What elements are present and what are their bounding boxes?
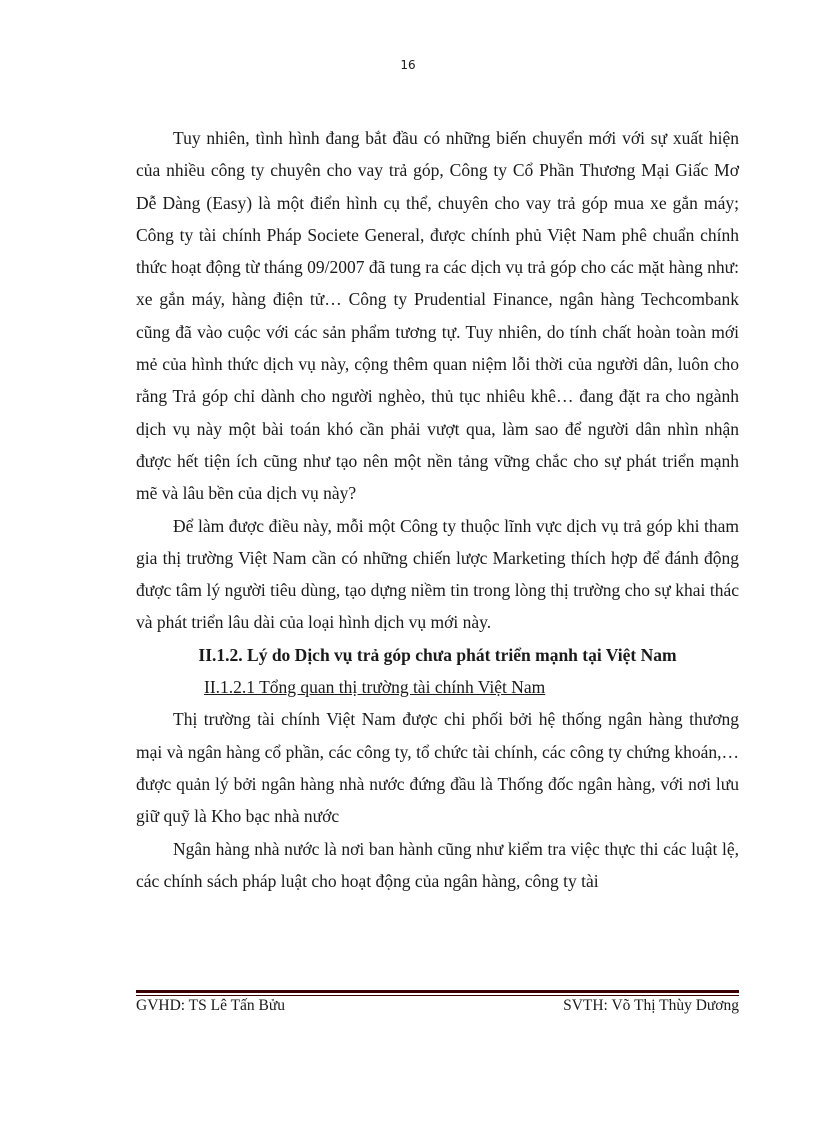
page-footer bbox=[136, 997, 739, 1015]
paragraph-1: Tuy nhiên, tình hình đang bắt đầu có những biến chuyển mới với sự xuất hiện của nhiều công ty chuyên cho vay trả góp, Công ty Cổ Phần Thương Mại Giấc Mơ Dễ Dàng (Easy) là một điển hình cụ thể, chuyên cho vay trả góp mua xe gắn máy; Công ty tài chính Pháp Societe General, được chính phủ Việt Nam phê chuẩn chính thức hoạt động từ tháng 09/2007 đã tung ra các dịch vụ trả góp cho các mặt hàng như: xe gắn máy, hàng điện tử… Công ty Prudential Finance, ngân hàng Techcombank cũng đã vào cuộc với các sản phẩm tương tự. Tuy nhiên, do tính chất hoàn toàn mới mẻ của hình thức dịch vụ này, cộng thêm quan niệm lỗi thời của người dân, luôn cho rằng Trả góp chỉ dành cho người nghèo, thủ tục nhiêu khê… đang đặt ra cho ngành dịch vụ này một bài toán khó cần phải vượt qua, làm sao để người dân nhìn nhận được hết tiện ích cũng như tạo nên một nền tảng vững chắc cho sự phát triển mạnh mẽ và lâu bền của dịch vụ này? bbox=[136, 128, 739, 504]
footer-advisor: GVHD: TS Lê Tấn Bửu bbox=[136, 997, 286, 1014]
footer-divider bbox=[136, 990, 739, 996]
footer-student: SVTH: Võ Thị Thùy Dương bbox=[563, 997, 739, 1014]
page-number: 16 bbox=[400, 58, 416, 72]
paragraph-4: Ngân hàng nhà nước là nơi ban hành cũng như kiểm tra việc thực thi các luật lệ, các chính sách pháp luật cho hoạt động của ngân hàng, công ty tài bbox=[136, 838, 739, 891]
subsection-heading: II.1.2.1 Tổng quan thị trường tài chính Việt Nam bbox=[204, 677, 546, 698]
section-heading: II.1.2. Lý do Dịch vụ trả góp chưa phát triển mạnh tại Việt Nam bbox=[198, 644, 677, 665]
page-body bbox=[136, 122, 739, 897]
paragraph-2: Để làm được điều này, mỗi một Công ty thuộc lĩnh vực dịch vụ trả góp khi tham gia thị trường Việt Nam cần có những chiến lược Marketing thích hợp để đánh động được tâm lý người tiêu dùng, tạo dựng niềm tin trong lòng thị trường cho sự khai thác và phát triển lâu dài của loại hình dịch vụ mới này. bbox=[136, 515, 739, 633]
paragraph-3: Thị trường tài chính Việt Nam được chi phối bởi hệ thống ngân hàng thương mại và ngân hàng cổ phần, các công ty, tổ chức tài chính, các công ty chứng khoán,… được quản lý bởi ngân hàng nhà nước đứng đầu là Thống đốc ngân hàng, với nơi lưu giữ quỹ là Kho bạc nhà nước bbox=[136, 709, 739, 827]
